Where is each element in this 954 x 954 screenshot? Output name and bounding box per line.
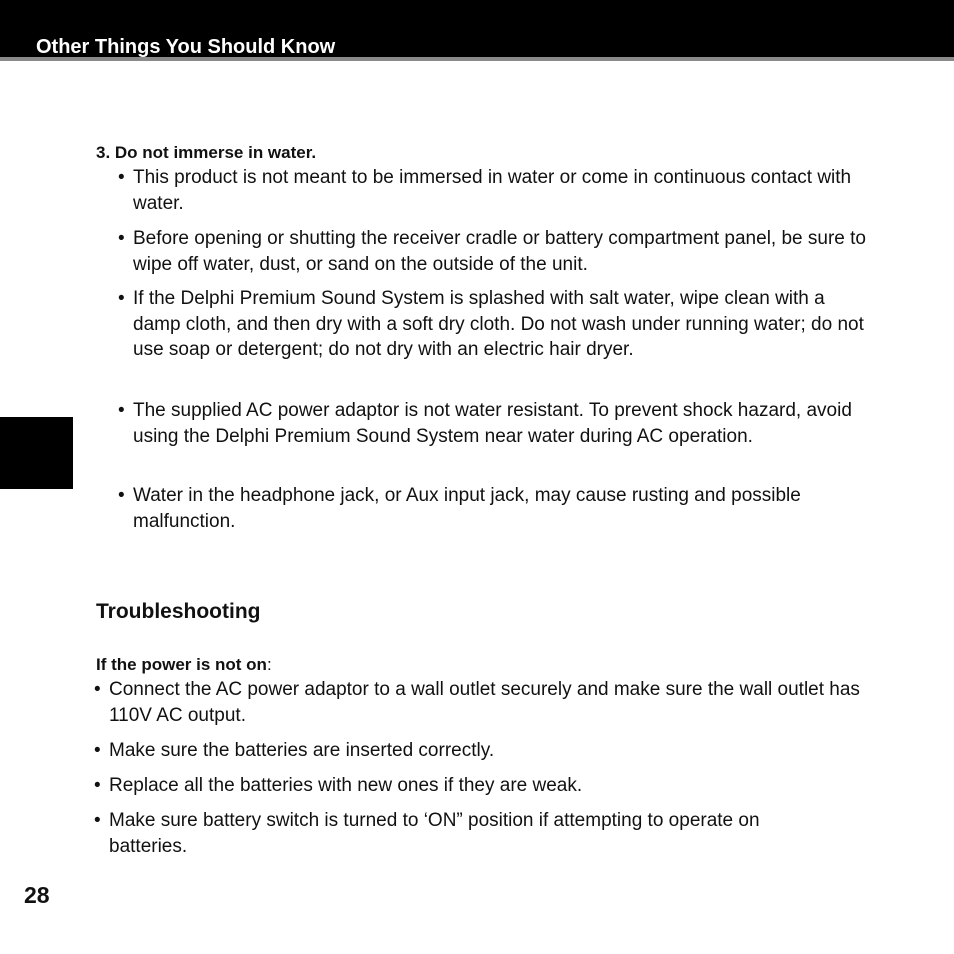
troubleshooting-title: Troubleshooting: [96, 600, 261, 623]
chapter-tab-marker: [0, 417, 73, 489]
list-item-text: Replace all the batteries with new ones if they are weak.: [109, 775, 583, 796]
list-item: [94, 773, 889, 799]
list-item: [118, 483, 863, 534]
list-item: [118, 398, 863, 449]
bullet-mark: •: [118, 288, 125, 309]
bullet-mark: •: [118, 485, 125, 506]
troubleshooting-sub-heading: [96, 653, 272, 677]
list-item: [118, 226, 893, 277]
list-item-text: If the Delphi Premium Sound System is splashed with salt water, wipe clean with a damp cloth, and then dry with a soft dry cloth. Do not wash under running water; do not use soap or detergent; do not dry with an electric hair dryer.: [133, 288, 864, 360]
bullet-mark: •: [94, 775, 101, 796]
bullet-mark: •: [118, 400, 125, 421]
list-item-text: Water in the headphone jack, or Aux input jack, may cause rusting and possible malfunction.: [133, 485, 801, 532]
bullet-mark: •: [94, 810, 101, 831]
page-header-title: Other Things You Should Know: [36, 36, 336, 58]
list-item-text: Make sure battery switch is turned to ‘ON” position if attempting to operate on batteries.: [109, 810, 760, 857]
bullet-mark: •: [118, 167, 125, 188]
list-item: [118, 286, 868, 363]
bullet-mark: •: [118, 228, 125, 249]
list-item-text: The supplied AC power adaptor is not water resistant. To prevent shock hazard, avoid using the Delphi Premium Sound System near water during AC operation.: [133, 400, 852, 447]
list-item: [94, 808, 809, 859]
list-item-text: Before opening or shutting the receiver cradle or battery compartment panel, be sure to wipe off water, dust, or sand on the outside of the unit.: [133, 228, 866, 275]
bullet-mark: •: [94, 740, 101, 761]
sub-heading-text: If the power is not on: [96, 655, 267, 674]
list-item-text: Connect the AC power adaptor to a wall outlet securely and make sure the wall outlet has 110V AC output.: [109, 679, 860, 726]
list-item: [94, 738, 889, 764]
list-item-text: Make sure the batteries are inserted correctly.: [109, 740, 495, 761]
sub-heading-colon: :: [266, 655, 272, 674]
section-heading: 3. Do not immerse in water.: [96, 143, 317, 162]
list-item: [118, 165, 893, 216]
list-item: [94, 677, 869, 728]
bullet-mark: •: [94, 679, 101, 700]
list-item-text: This product is not meant to be immersed in water or come in continuous contact with water.: [133, 167, 852, 214]
page-number: 28: [24, 882, 50, 908]
